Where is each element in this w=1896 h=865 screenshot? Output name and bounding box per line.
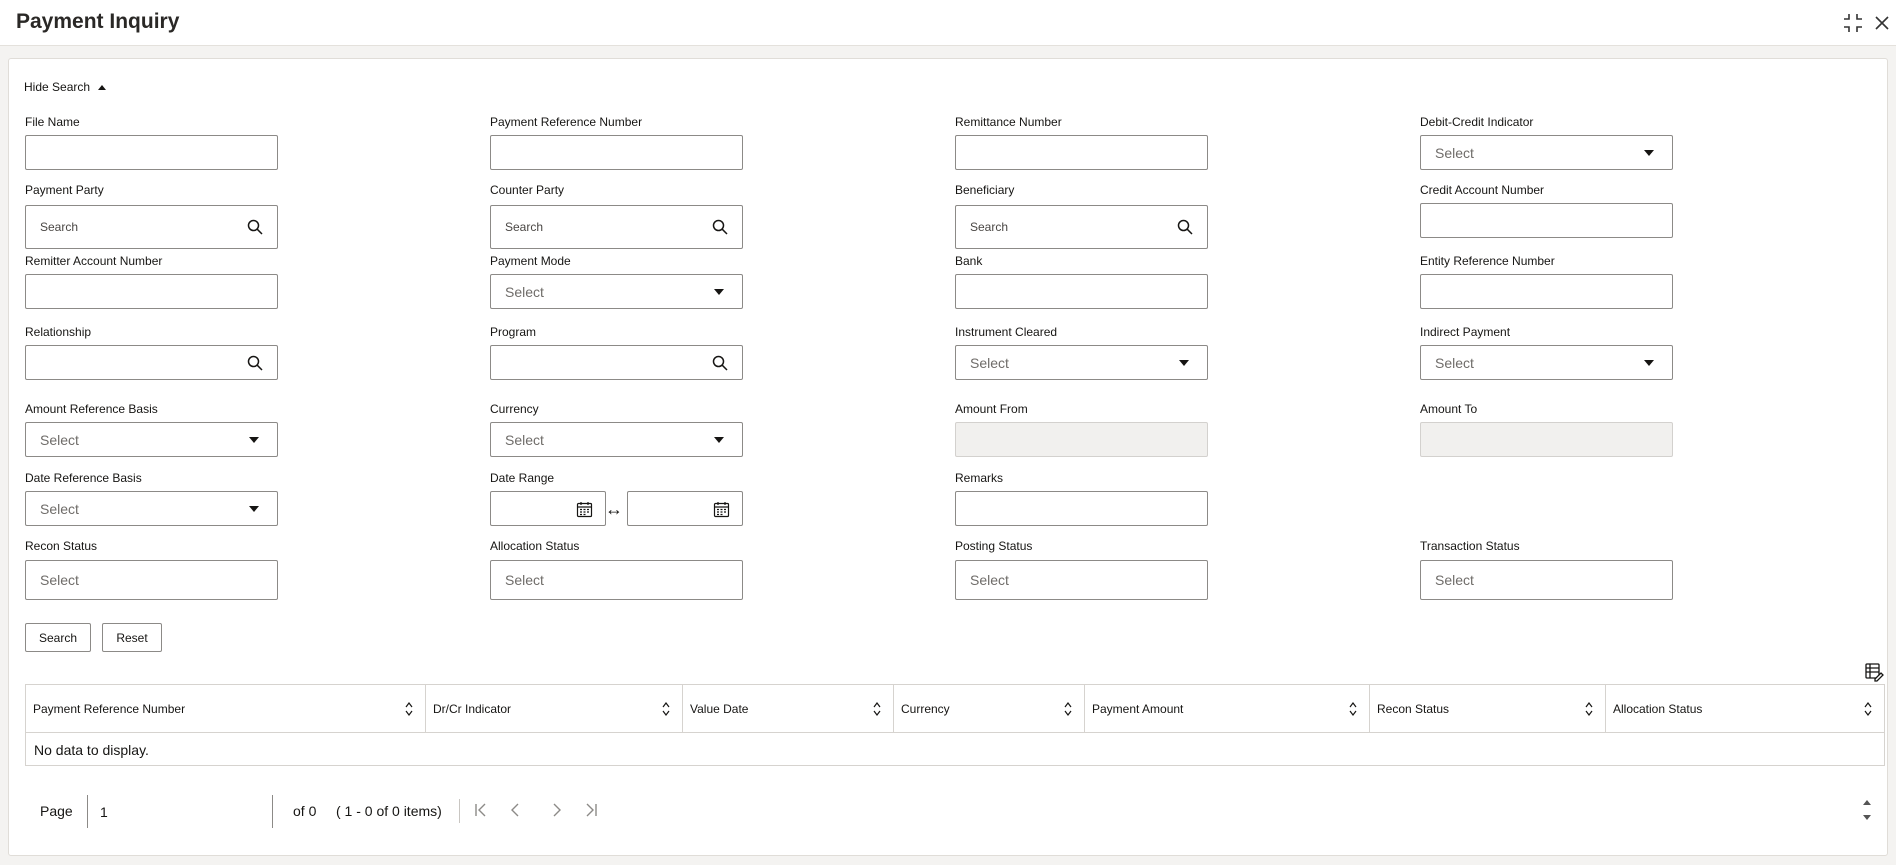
- column-header[interactable]: [426, 685, 683, 733]
- sort-icon[interactable]: [1064, 702, 1072, 716]
- posting-status-select[interactable]: [955, 560, 1208, 600]
- remittance-number-label: Remittance Number: [955, 115, 1062, 129]
- chevron-up-icon: [96, 81, 108, 93]
- column-header[interactable]: [683, 685, 894, 733]
- sort-icon[interactable]: [1349, 702, 1357, 716]
- credit-account-number-input[interactable]: [1420, 203, 1673, 238]
- bank-input[interactable]: [955, 274, 1208, 309]
- amount-from-input: [955, 422, 1208, 457]
- column-header-label: Dr/Cr Indicator: [433, 702, 512, 716]
- date-range-to-input[interactable]: [627, 491, 743, 526]
- page-number-input[interactable]: 1: [87, 795, 273, 828]
- column-header-label: Recon Status: [1377, 702, 1450, 716]
- remittance-number-input[interactable]: [955, 135, 1208, 170]
- select-placeholder: Select: [970, 572, 1009, 588]
- payment-mode-select[interactable]: [490, 274, 743, 309]
- column-header[interactable]: [1085, 685, 1370, 733]
- amount-to-label: Amount To: [1420, 402, 1478, 416]
- file-name-label: File Name: [25, 115, 80, 129]
- select-placeholder: Select: [1435, 572, 1474, 588]
- search-icon[interactable]: [247, 355, 263, 371]
- posting-status-label: Posting Status: [955, 539, 1033, 553]
- bank-label: Bank: [955, 254, 983, 268]
- sort-icon[interactable]: [405, 702, 413, 716]
- next-page-icon[interactable]: [548, 802, 564, 818]
- scroll-arrows-icon[interactable]: [1861, 796, 1873, 824]
- search-icon[interactable]: [1177, 219, 1193, 235]
- sort-icon[interactable]: [1864, 702, 1872, 716]
- indirect-payment-select[interactable]: [1420, 345, 1673, 380]
- select-placeholder: Select: [40, 431, 79, 448]
- last-page-icon[interactable]: [583, 802, 599, 818]
- table-header: [26, 685, 1884, 733]
- first-page-icon[interactable]: [473, 802, 489, 818]
- select-placeholder: Select: [505, 283, 544, 300]
- entity-reference-number-label: Entity Reference Number: [1420, 254, 1555, 268]
- page-label: Page: [40, 803, 73, 819]
- recon-status-label: Recon Status: [25, 539, 98, 553]
- payment-mode-label: Payment Mode: [490, 254, 571, 268]
- allocation-status-label: Allocation Status: [490, 539, 580, 553]
- search-placeholder: Search: [970, 220, 1009, 234]
- search-icon[interactable]: [712, 219, 728, 235]
- select-placeholder: Select: [1435, 144, 1474, 161]
- search-placeholder: Search: [505, 220, 544, 234]
- select-placeholder: Select: [505, 572, 544, 588]
- date-range-arrow-icon: ↔: [605, 499, 623, 519]
- grid-settings-icon[interactable]: [1864, 662, 1884, 682]
- beneficiary-search[interactable]: [955, 205, 1208, 249]
- minimize-icon[interactable]: [1841, 11, 1865, 35]
- sort-icon[interactable]: [1585, 702, 1593, 716]
- select-placeholder: Select: [505, 431, 544, 448]
- column-header-label: Currency: [901, 702, 950, 716]
- payment-reference-number-label: Payment Reference Number: [490, 115, 643, 129]
- beneficiary-label: Beneficiary: [955, 183, 1015, 197]
- counter-party-label: Counter Party: [490, 183, 565, 197]
- amount-reference-basis-label: Amount Reference Basis: [25, 402, 158, 416]
- transaction-status-label: Transaction Status: [1420, 539, 1520, 553]
- search-icon[interactable]: [247, 219, 263, 235]
- currency-label: Currency: [490, 402, 539, 416]
- hide-search-toggle[interactable]: [24, 80, 108, 94]
- calendar-icon[interactable]: [713, 501, 730, 518]
- previous-page-icon[interactable]: [508, 802, 524, 818]
- relationship-label: Relationship: [25, 325, 92, 339]
- credit-account-number-label: Credit Account Number: [1420, 183, 1545, 197]
- program-search[interactable]: [490, 345, 743, 380]
- currency-select[interactable]: [490, 422, 743, 457]
- payment-reference-number-input[interactable]: [490, 135, 743, 170]
- empty-table-message: No data to display.: [34, 742, 149, 758]
- caret-down-icon: [714, 289, 724, 295]
- caret-down-icon: [249, 437, 259, 443]
- indirect-payment-label: Indirect Payment: [1420, 325, 1511, 339]
- counter-party-search[interactable]: [490, 205, 743, 249]
- program-label: Program: [490, 325, 537, 339]
- caret-down-icon: [1179, 360, 1189, 366]
- debit-credit-indicator-select[interactable]: [1420, 135, 1673, 170]
- payment-party-search[interactable]: [25, 205, 278, 249]
- column-header-label: Payment Reference Number: [33, 702, 186, 716]
- page-count: of 0: [293, 803, 317, 819]
- select-placeholder: Select: [40, 572, 79, 588]
- caret-down-icon: [1644, 360, 1654, 366]
- column-header-label: Payment Amount: [1092, 702, 1184, 716]
- recon-status-select[interactable]: [25, 560, 278, 600]
- search-placeholder: Search: [40, 220, 79, 234]
- allocation-status-select[interactable]: [490, 560, 743, 600]
- select-placeholder: Select: [970, 354, 1009, 371]
- items-range: ( 1 - 0 of 0 items): [336, 803, 442, 819]
- remarks-label: Remarks: [955, 471, 1004, 485]
- remitter-account-number-label: Remitter Account Number: [25, 254, 163, 268]
- transaction-status-select[interactable]: [1420, 560, 1673, 600]
- remitter-account-number-input[interactable]: [25, 274, 278, 309]
- reset-button[interactable]: Reset: [102, 623, 162, 652]
- caret-down-icon: [1644, 150, 1654, 156]
- amount-reference-basis-select[interactable]: [25, 422, 278, 457]
- date-reference-basis-select[interactable]: [25, 491, 278, 526]
- pager-divider: [459, 799, 460, 823]
- page-header: [0, 0, 1896, 46]
- amount-from-label: Amount From: [955, 402, 1028, 416]
- select-placeholder: Select: [1435, 354, 1474, 371]
- payment-party-label: Payment Party: [25, 183, 104, 197]
- date-range-label: Date Range: [490, 471, 555, 485]
- instrument-cleared-label: Instrument Cleared: [955, 325, 1058, 339]
- amount-to-input: [1420, 422, 1673, 457]
- entity-reference-number-input[interactable]: [1420, 274, 1673, 309]
- debit-credit-indicator-label: Debit-Credit Indicator: [1420, 115, 1534, 129]
- column-header[interactable]: [1606, 685, 1884, 733]
- calendar-icon[interactable]: [576, 501, 593, 518]
- hide-search-label: Hide Search: [24, 80, 91, 94]
- results-table: [25, 684, 1885, 766]
- caret-down-icon: [714, 437, 724, 443]
- page-title: Payment Inquiry: [16, 10, 180, 33]
- instrument-cleared-select[interactable]: [955, 345, 1208, 380]
- file-name-input[interactable]: [25, 135, 278, 170]
- date-reference-basis-label: Date Reference Basis: [25, 471, 142, 485]
- sort-icon[interactable]: [873, 702, 881, 716]
- column-header[interactable]: [1370, 685, 1606, 733]
- relationship-search[interactable]: [25, 345, 278, 380]
- remarks-input[interactable]: [955, 491, 1208, 526]
- column-header[interactable]: [894, 685, 1085, 733]
- search-icon[interactable]: [712, 355, 728, 371]
- select-placeholder: Select: [40, 500, 79, 517]
- sort-icon[interactable]: [662, 702, 670, 716]
- column-header[interactable]: [26, 685, 426, 733]
- search-button[interactable]: Search: [25, 623, 91, 652]
- column-header-label: Allocation Status: [1613, 702, 1703, 716]
- column-header-label: Value Date: [690, 702, 749, 716]
- caret-down-icon: [249, 506, 259, 512]
- date-range-from-input[interactable]: [490, 491, 606, 526]
- close-icon[interactable]: [1870, 11, 1894, 35]
